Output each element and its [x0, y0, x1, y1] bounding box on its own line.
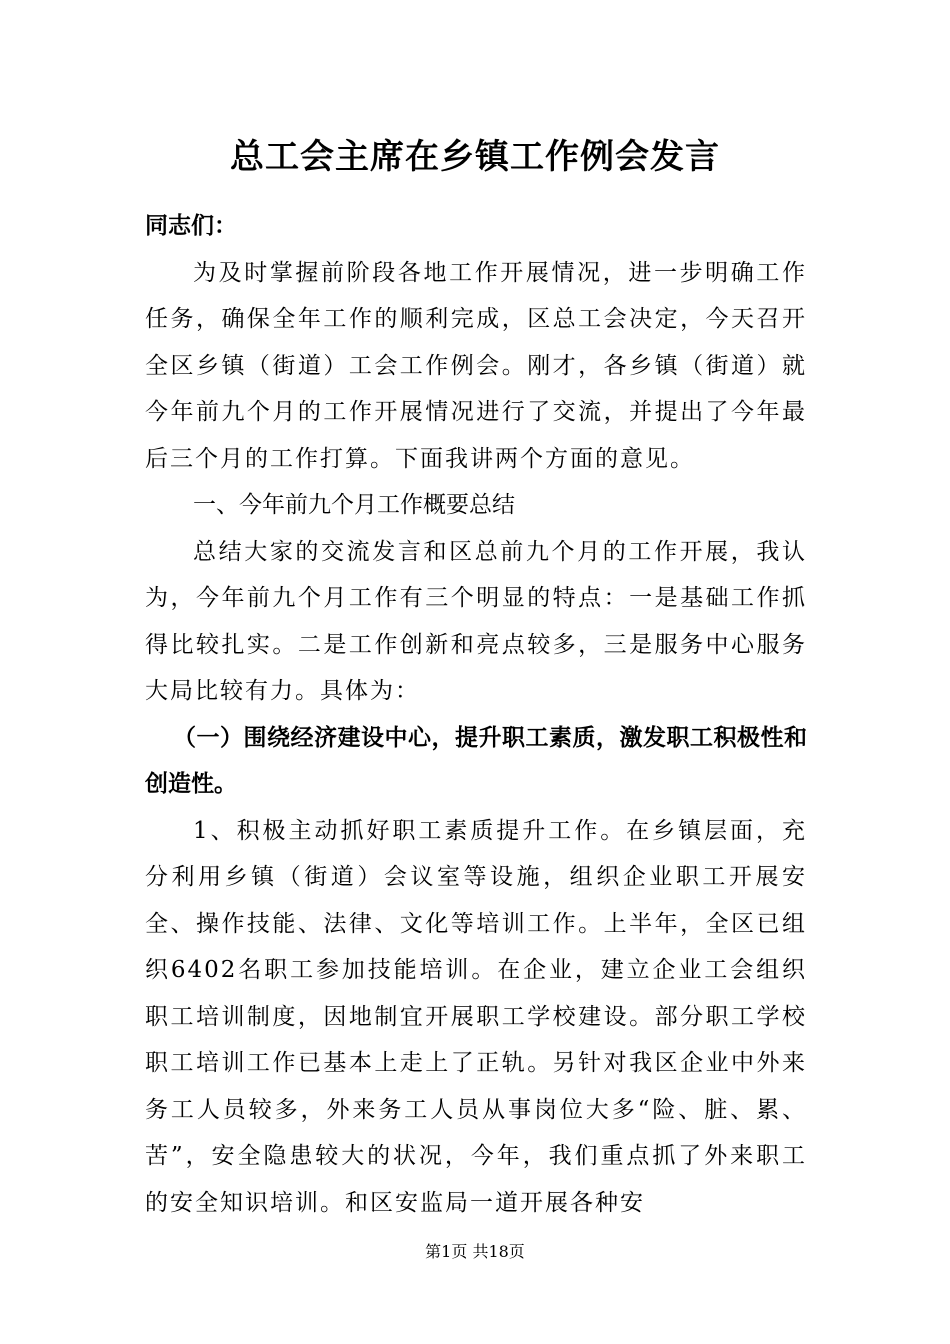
paragraph-summary: 总结大家的交流发言和区总前九个月的工作开展，我认为，今年前九个月工作有三个明显的特点：一是基础工作抓得比较扎实。二是工作创新和亮点较多，三是服务中心服务大局比较有力。具体为： — [145, 538, 807, 704]
document-title: 总工会主席在乡镇工作例会发言 — [230, 137, 720, 177]
paragraph-item-1: 1、积极主动抓好职工素质提升工作。在乡镇层面，充分利用乡镇（街道）会议室等设施，组织企业职工开展安全、操作技能、法律、文化等培训工作。上半年，全区已组织6402名职工参加技能培训。在企业，建立企业工会组织职工培训制度，因地制宜开展职工学校建设。部分职工学校职工培训工作已基本上走上了正轨。另针对我区企业中外来务工人员较多，外来务工人员从事岗位大多“险、脏、累、苦”，安全隐患较大的状况，今年，我们重点抓了外来职工的安全知识培训。和区安监局一道开展各种安 — [145, 817, 807, 1216]
salutation: 同志们： — [145, 213, 237, 239]
subsection-heading-1: （一）围绕经济建设中心，提升职工素质，激发职工积极性和创造性。 — [145, 724, 807, 797]
paragraph-intro: 为及时掌握前阶段各地工作开展情况，进一步明确工作任务，确保全年工作的顺利完成，区总工会决定，今天召开全区乡镇（街道）工会工作例会。刚才，各乡镇（街道）就今年前九个月的工作开展情况进行了交流，并提出了今年最后三个月的工作打算。下面我讲两个方面的意见。 — [145, 259, 807, 472]
section-heading-1: 一、今年前九个月工作概要总结 — [193, 492, 515, 518]
document-body — [145, 203, 807, 1226]
page-number-footer: 第1页 共18页 — [425, 1242, 525, 1261]
